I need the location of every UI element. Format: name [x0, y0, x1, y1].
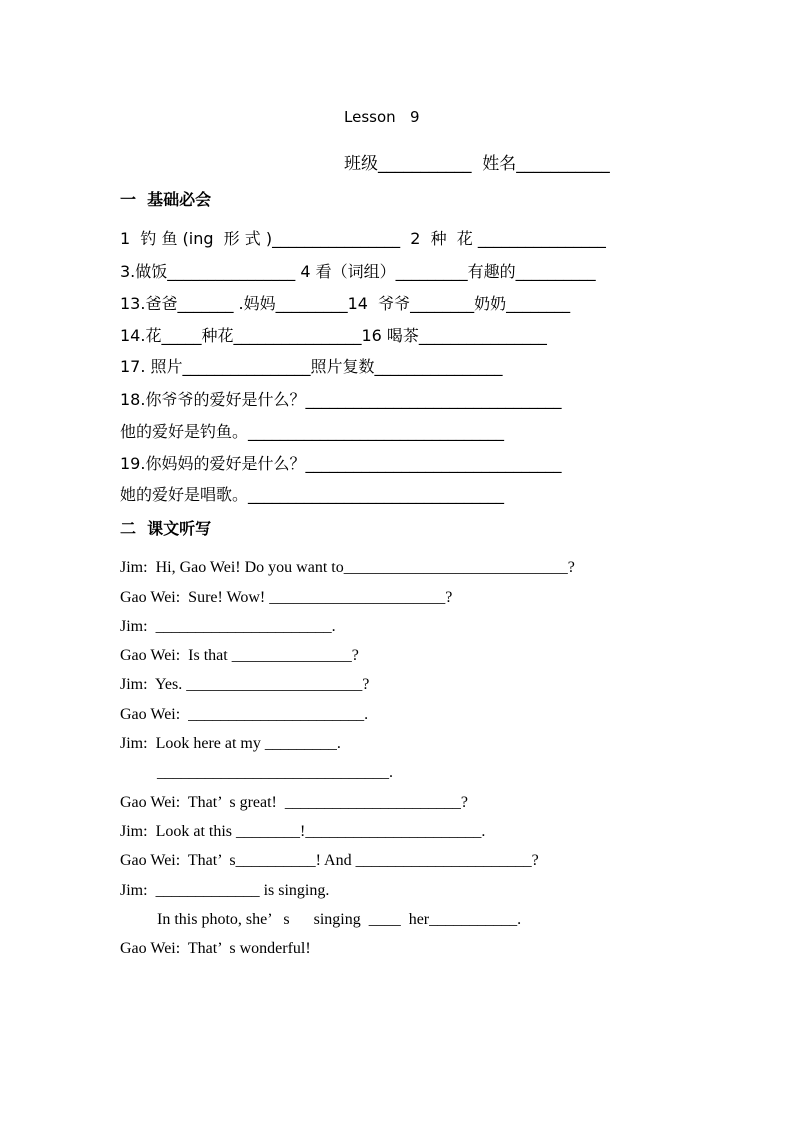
translation-answer: 她的爱好是唱歌。________________________________	[120, 485, 505, 504]
vocab-line: 14.花_____种花________________16 喝茶________________	[120, 326, 547, 345]
translation-question: 18.你爷爷的爱好是什么？________________________________	[120, 390, 562, 409]
vocab-line: 13.爸爸_______ .妈妈_________14 爷爷________奶奶________	[120, 294, 571, 313]
dialogue-line: Jim: Yes. ______________________?	[120, 676, 370, 693]
vocab-line: 17. 照片________________照片复数________________	[120, 357, 503, 376]
dialogue-line: Gao Wei: That’ s__________! And ______________________?	[120, 852, 539, 869]
section1-heading: 一 基础必会	[120, 190, 212, 209]
dialogue-line: Gao Wei: That’ s great! ______________________?	[120, 794, 468, 811]
dialogue-line: In this photo, she’ s singing ____ her___________.	[157, 911, 522, 928]
lesson-title: Lesson 9	[344, 108, 420, 126]
dialogue-line: _____________________________.	[157, 764, 393, 781]
class-name-line: 班级___________ 姓名___________	[344, 154, 610, 174]
dialogue-line: Jim: _____________ is singing.	[120, 882, 330, 899]
dialogue-line: Gao Wei: Is that _______________?	[120, 647, 359, 664]
dialogue-line: Jim: ______________________.	[120, 618, 336, 635]
dialogue-line: Gao Wei: ______________________.	[120, 706, 369, 723]
vocab-line: 1 钓 鱼 (ing 形 式 )________________ 2 种 花 ________________	[120, 229, 606, 248]
dialogue-line: Jim: Look at this ________!______________________.	[120, 823, 486, 840]
dialogue-line: Jim: Look here at my _________.	[120, 735, 341, 752]
translation-answer: 他的爱好是钓鱼。________________________________	[120, 422, 505, 441]
translation-question: 19.你妈妈的爱好是什么？________________________________	[120, 454, 562, 473]
dialogue-line: Gao Wei: That’ s wonderful!	[120, 940, 311, 957]
dialogue-line: Jim: Hi, Gao Wei! Do you want to____________________________?	[120, 559, 575, 576]
section2-heading: 二 课文听写	[120, 519, 212, 538]
vocab-line: 3.做饭________________ 4 看（词组）_________有趣的__________	[120, 262, 596, 281]
dialogue-line: Gao Wei: Sure! Wow! ______________________?	[120, 589, 453, 606]
